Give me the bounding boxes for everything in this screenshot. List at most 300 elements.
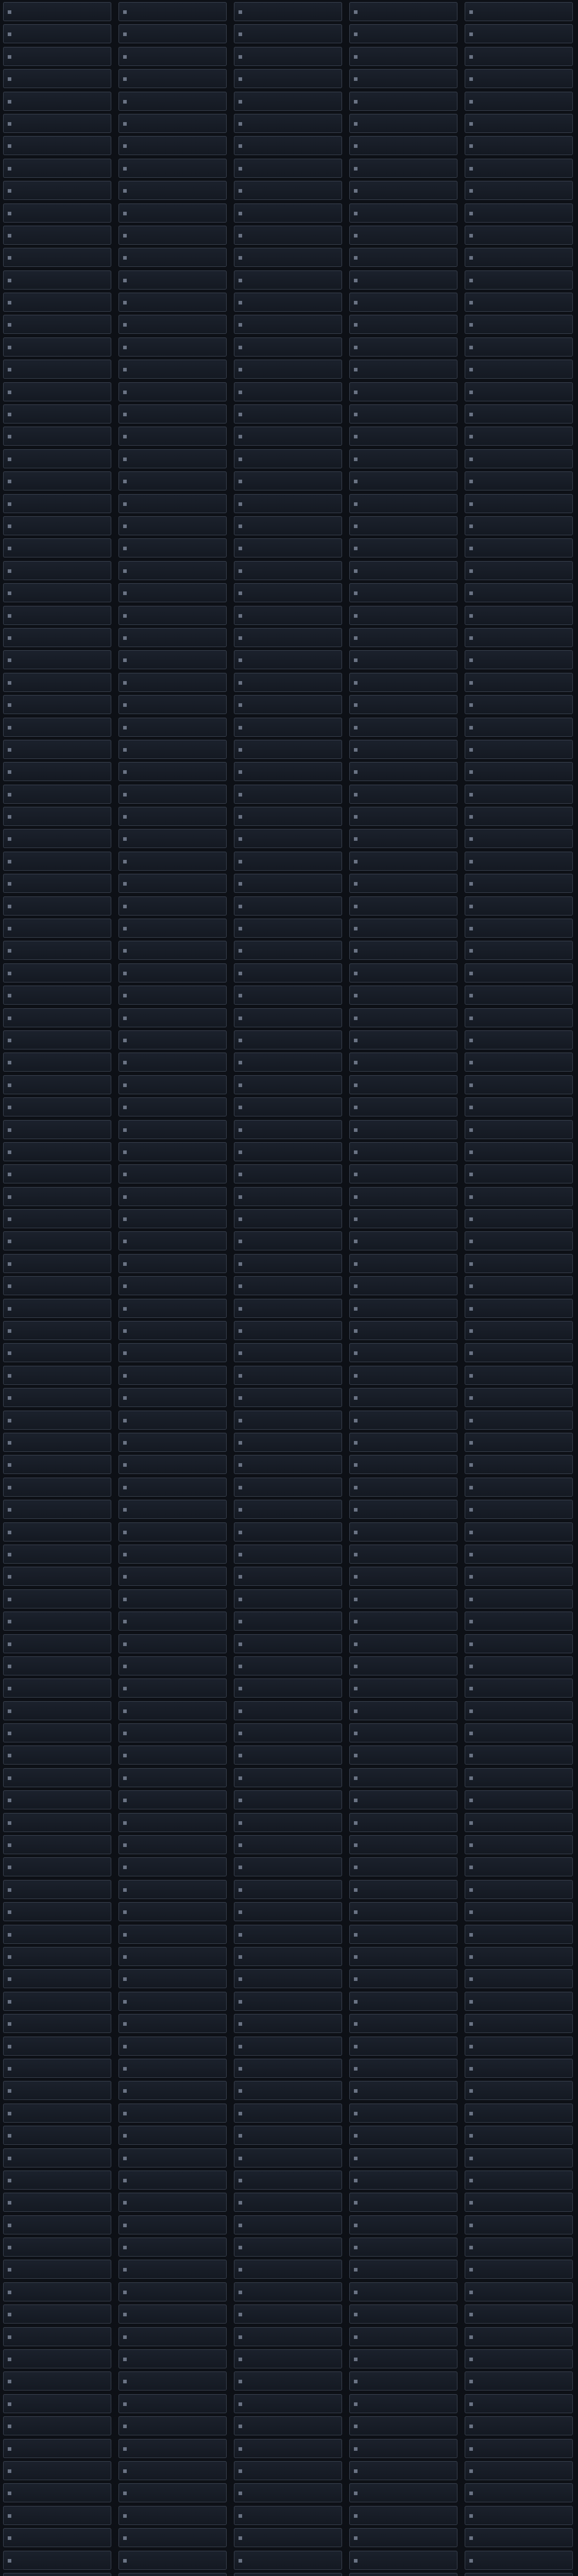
grid-cell[interactable] xyxy=(118,561,227,580)
grid-cell[interactable] xyxy=(3,471,111,490)
grid-cell[interactable] xyxy=(118,427,227,446)
grid-cell[interactable] xyxy=(118,1455,227,1474)
grid-cell[interactable] xyxy=(3,47,111,66)
grid-cell[interactable] xyxy=(118,204,227,223)
grid-cell[interactable] xyxy=(118,2081,227,2100)
grid-cell[interactable] xyxy=(234,2081,342,2100)
grid-cell[interactable] xyxy=(3,1321,111,1340)
grid-cell[interactable] xyxy=(349,1969,457,1988)
grid-cell[interactable] xyxy=(3,2573,111,2576)
grid-cell[interactable] xyxy=(234,382,342,401)
grid-cell[interactable] xyxy=(234,1835,342,1854)
grid-cell[interactable] xyxy=(349,1008,457,1027)
grid-cell[interactable] xyxy=(349,1567,457,1586)
grid-cell[interactable] xyxy=(349,136,457,155)
grid-cell[interactable] xyxy=(465,114,573,133)
grid-cell[interactable] xyxy=(118,538,227,557)
grid-cell[interactable] xyxy=(349,2282,457,2301)
grid-cell[interactable] xyxy=(349,1478,457,1497)
grid-cell[interactable] xyxy=(349,1612,457,1631)
grid-cell[interactable] xyxy=(118,2260,227,2279)
grid-cell[interactable] xyxy=(234,2304,342,2324)
grid-cell[interactable] xyxy=(234,471,342,490)
grid-cell[interactable] xyxy=(3,1276,111,1295)
grid-cell[interactable] xyxy=(234,494,342,513)
grid-cell[interactable] xyxy=(465,1567,573,1586)
grid-cell[interactable] xyxy=(465,673,573,692)
grid-cell[interactable] xyxy=(234,673,342,692)
grid-cell[interactable] xyxy=(349,2171,457,2190)
grid-cell[interactable] xyxy=(234,2193,342,2212)
grid-cell[interactable] xyxy=(234,181,342,200)
grid-cell[interactable] xyxy=(465,1411,573,1430)
grid-cell[interactable] xyxy=(234,1164,342,1183)
grid-cell[interactable] xyxy=(118,1254,227,1273)
grid-cell[interactable] xyxy=(465,248,573,267)
grid-cell[interactable] xyxy=(3,136,111,155)
grid-cell[interactable] xyxy=(118,1925,227,1944)
grid-cell[interactable] xyxy=(3,1969,111,1988)
grid-cell[interactable] xyxy=(349,1902,457,1921)
grid-cell[interactable] xyxy=(3,2014,111,2033)
grid-cell[interactable] xyxy=(465,583,573,602)
grid-cell[interactable] xyxy=(3,807,111,826)
grid-cell[interactable] xyxy=(349,2349,457,2368)
grid-cell[interactable] xyxy=(3,2371,111,2391)
grid-cell[interactable] xyxy=(465,2551,573,2570)
grid-cell[interactable] xyxy=(349,226,457,245)
grid-cell[interactable] xyxy=(3,1567,111,1586)
grid-cell[interactable] xyxy=(465,92,573,111)
grid-cell[interactable] xyxy=(465,1880,573,1899)
grid-cell[interactable] xyxy=(234,1790,342,1809)
grid-cell[interactable] xyxy=(118,2573,227,2576)
grid-cell[interactable] xyxy=(234,1880,342,1899)
grid-cell[interactable] xyxy=(465,1053,573,1072)
grid-cell[interactable] xyxy=(465,2014,573,2033)
grid-cell[interactable] xyxy=(234,114,342,133)
grid-cell[interactable] xyxy=(3,1231,111,1250)
grid-cell[interactable] xyxy=(234,1723,342,1742)
grid-cell[interactable] xyxy=(118,270,227,290)
grid-cell[interactable] xyxy=(234,785,342,804)
grid-cell[interactable] xyxy=(349,1388,457,1407)
grid-cell[interactable] xyxy=(3,159,111,178)
grid-cell[interactable] xyxy=(118,382,227,401)
grid-cell[interactable] xyxy=(3,2439,111,2458)
grid-cell[interactable] xyxy=(3,1053,111,1072)
grid-cell[interactable] xyxy=(465,136,573,155)
grid-cell[interactable] xyxy=(349,852,457,871)
grid-cell[interactable] xyxy=(349,1120,457,1139)
grid-cell[interactable] xyxy=(465,1589,573,1608)
grid-cell[interactable] xyxy=(234,2126,342,2145)
grid-cell[interactable] xyxy=(349,114,457,133)
grid-cell[interactable] xyxy=(234,2260,342,2279)
grid-cell[interactable] xyxy=(349,2528,457,2547)
grid-cell[interactable] xyxy=(3,2349,111,2368)
grid-cell[interactable] xyxy=(234,449,342,468)
grid-cell[interactable] xyxy=(234,2104,342,2123)
grid-cell[interactable] xyxy=(465,1299,573,1318)
grid-cell[interactable] xyxy=(3,1164,111,1183)
grid-cell[interactable] xyxy=(465,1187,573,1206)
grid-cell[interactable] xyxy=(234,852,342,871)
grid-cell[interactable] xyxy=(3,606,111,625)
grid-cell[interactable] xyxy=(349,2416,457,2435)
grid-cell[interactable] xyxy=(118,583,227,602)
grid-cell[interactable] xyxy=(465,471,573,490)
grid-cell[interactable] xyxy=(349,337,457,357)
grid-cell[interactable] xyxy=(349,449,457,468)
grid-cell[interactable] xyxy=(349,1164,457,1183)
grid-cell[interactable] xyxy=(234,1411,342,1430)
grid-cell[interactable] xyxy=(349,2573,457,2576)
grid-cell[interactable] xyxy=(3,919,111,938)
grid-cell[interactable] xyxy=(465,785,573,804)
grid-cell[interactable] xyxy=(465,1164,573,1183)
grid-cell[interactable] xyxy=(118,1388,227,1407)
grid-cell[interactable] xyxy=(465,226,573,245)
grid-cell[interactable] xyxy=(234,2416,342,2435)
grid-cell[interactable] xyxy=(234,1813,342,1832)
grid-cell[interactable] xyxy=(118,896,227,916)
grid-cell[interactable] xyxy=(465,293,573,312)
grid-cell[interactable] xyxy=(118,1589,227,1608)
grid-cell[interactable] xyxy=(118,2171,227,2190)
grid-cell[interactable] xyxy=(465,47,573,66)
grid-cell[interactable] xyxy=(118,92,227,111)
grid-cell[interactable] xyxy=(234,2037,342,2056)
grid-cell[interactable] xyxy=(234,2573,342,2576)
grid-cell[interactable] xyxy=(118,337,227,357)
grid-cell[interactable] xyxy=(465,1276,573,1295)
grid-cell[interactable] xyxy=(465,2304,573,2324)
grid-cell[interactable] xyxy=(118,695,227,714)
grid-cell[interactable] xyxy=(118,1634,227,1653)
grid-cell[interactable] xyxy=(3,1478,111,1497)
grid-cell[interactable] xyxy=(3,2081,111,2100)
grid-cell[interactable] xyxy=(349,1030,457,1049)
grid-cell[interactable] xyxy=(234,427,342,446)
grid-cell[interactable] xyxy=(349,2238,457,2257)
grid-cell[interactable] xyxy=(465,1433,573,1452)
grid-cell[interactable] xyxy=(349,695,457,714)
grid-cell[interactable] xyxy=(118,2371,227,2391)
grid-cell[interactable] xyxy=(3,404,111,423)
grid-cell[interactable] xyxy=(349,2506,457,2525)
grid-cell[interactable] xyxy=(465,337,573,357)
grid-cell[interactable] xyxy=(118,1231,227,1250)
grid-cell[interactable] xyxy=(234,1231,342,1250)
grid-cell[interactable] xyxy=(234,136,342,155)
grid-cell[interactable] xyxy=(118,24,227,43)
grid-cell[interactable] xyxy=(118,293,227,312)
grid-cell[interactable] xyxy=(3,2215,111,2234)
grid-cell[interactable] xyxy=(118,762,227,781)
grid-cell[interactable] xyxy=(3,315,111,334)
grid-cell[interactable] xyxy=(465,896,573,916)
grid-cell[interactable] xyxy=(349,941,457,960)
grid-cell[interactable] xyxy=(3,740,111,759)
grid-cell[interactable] xyxy=(118,606,227,625)
grid-cell[interactable] xyxy=(465,516,573,535)
grid-cell[interactable] xyxy=(234,1276,342,1295)
grid-cell[interactable] xyxy=(234,1656,342,1675)
grid-cell[interactable] xyxy=(3,1880,111,1899)
grid-cell[interactable] xyxy=(118,1790,227,1809)
grid-cell[interactable] xyxy=(118,248,227,267)
grid-cell[interactable] xyxy=(234,1679,342,1698)
grid-cell[interactable] xyxy=(118,2193,227,2212)
grid-cell[interactable] xyxy=(118,807,227,826)
grid-cell[interactable] xyxy=(118,159,227,178)
grid-cell[interactable] xyxy=(234,695,342,714)
grid-cell[interactable] xyxy=(3,896,111,916)
grid-cell[interactable] xyxy=(3,1299,111,1318)
grid-cell[interactable] xyxy=(465,1500,573,1519)
grid-cell[interactable] xyxy=(3,1857,111,1876)
grid-cell[interactable] xyxy=(118,516,227,535)
grid-cell[interactable] xyxy=(349,2104,457,2123)
grid-cell[interactable] xyxy=(3,1745,111,1765)
grid-cell[interactable] xyxy=(118,919,227,938)
grid-cell[interactable] xyxy=(349,2037,457,2056)
grid-cell[interactable] xyxy=(349,494,457,513)
grid-cell[interactable] xyxy=(118,2059,227,2078)
grid-cell[interactable] xyxy=(3,1925,111,1944)
grid-cell[interactable] xyxy=(349,1254,457,1273)
grid-cell[interactable] xyxy=(118,2037,227,2056)
grid-cell[interactable] xyxy=(349,159,457,178)
grid-cell[interactable] xyxy=(3,1612,111,1631)
grid-cell[interactable] xyxy=(465,1679,573,1698)
grid-cell[interactable] xyxy=(349,2193,457,2212)
grid-cell[interactable] xyxy=(3,852,111,871)
grid-cell[interactable] xyxy=(234,1142,342,1161)
grid-cell[interactable] xyxy=(118,69,227,88)
grid-cell[interactable] xyxy=(118,2349,227,2368)
grid-cell[interactable] xyxy=(3,1679,111,1698)
grid-cell[interactable] xyxy=(118,1053,227,1072)
grid-cell[interactable] xyxy=(118,1813,227,1832)
grid-cell[interactable] xyxy=(118,2238,227,2257)
grid-cell[interactable] xyxy=(234,2215,342,2234)
grid-cell[interactable] xyxy=(234,1902,342,1921)
grid-cell[interactable] xyxy=(3,1455,111,1474)
grid-cell[interactable] xyxy=(234,2394,342,2413)
grid-cell[interactable] xyxy=(465,1723,573,1742)
grid-cell[interactable] xyxy=(3,226,111,245)
grid-cell[interactable] xyxy=(349,1455,457,1474)
grid-cell[interactable] xyxy=(465,1097,573,1116)
grid-cell[interactable] xyxy=(118,1321,227,1340)
grid-cell[interactable] xyxy=(234,1612,342,1631)
grid-cell[interactable] xyxy=(465,270,573,290)
grid-cell[interactable] xyxy=(3,1254,111,1273)
grid-cell[interactable] xyxy=(234,1187,342,1206)
grid-cell[interactable] xyxy=(349,404,457,423)
grid-cell[interactable] xyxy=(118,2327,227,2346)
grid-cell[interactable] xyxy=(465,1388,573,1407)
grid-cell[interactable] xyxy=(118,2506,227,2525)
grid-cell[interactable] xyxy=(3,1008,111,1027)
grid-cell[interactable] xyxy=(349,1075,457,1094)
grid-cell[interactable] xyxy=(349,2059,457,2078)
grid-cell[interactable] xyxy=(234,1589,342,1608)
grid-cell[interactable] xyxy=(118,2551,227,2570)
grid-cell[interactable] xyxy=(118,2461,227,2480)
grid-cell[interactable] xyxy=(234,2327,342,2346)
grid-cell[interactable] xyxy=(465,718,573,737)
grid-cell[interactable] xyxy=(465,1790,573,1809)
grid-cell[interactable] xyxy=(3,92,111,111)
grid-cell[interactable] xyxy=(349,1589,457,1608)
grid-cell[interactable] xyxy=(349,561,457,580)
grid-cell[interactable] xyxy=(3,1813,111,1832)
grid-cell[interactable] xyxy=(234,1097,342,1116)
grid-cell[interactable] xyxy=(3,2528,111,2547)
grid-cell[interactable] xyxy=(234,2238,342,2257)
grid-cell[interactable] xyxy=(3,427,111,446)
grid-cell[interactable] xyxy=(465,762,573,781)
grid-cell[interactable] xyxy=(3,2,111,21)
grid-cell[interactable] xyxy=(3,293,111,312)
grid-cell[interactable] xyxy=(234,1522,342,1541)
grid-cell[interactable] xyxy=(118,471,227,490)
grid-cell[interactable] xyxy=(465,2104,573,2123)
grid-cell[interactable] xyxy=(118,1947,227,1966)
grid-cell[interactable] xyxy=(118,628,227,647)
grid-cell[interactable] xyxy=(349,315,457,334)
grid-cell[interactable] xyxy=(234,1209,342,1228)
grid-cell[interactable] xyxy=(118,114,227,133)
grid-cell[interactable] xyxy=(349,1992,457,2011)
grid-cell[interactable] xyxy=(3,1187,111,1206)
grid-cell[interactable] xyxy=(465,1768,573,1787)
grid-cell[interactable] xyxy=(118,1902,227,1921)
grid-cell[interactable] xyxy=(118,2282,227,2301)
grid-cell[interactable] xyxy=(3,2238,111,2257)
grid-cell[interactable] xyxy=(234,2483,342,2502)
grid-cell[interactable] xyxy=(465,2238,573,2257)
grid-cell[interactable] xyxy=(118,2416,227,2435)
grid-cell[interactable] xyxy=(234,270,342,290)
grid-cell[interactable] xyxy=(234,807,342,826)
grid-cell[interactable] xyxy=(234,2148,342,2167)
grid-cell[interactable] xyxy=(3,650,111,669)
grid-cell[interactable] xyxy=(118,1857,227,1876)
grid-cell[interactable] xyxy=(349,1857,457,1876)
grid-cell[interactable] xyxy=(118,829,227,848)
grid-cell[interactable] xyxy=(3,2394,111,2413)
grid-cell[interactable] xyxy=(234,1120,342,1139)
grid-cell[interactable] xyxy=(465,2573,573,2576)
grid-cell[interactable] xyxy=(118,2014,227,2033)
grid-cell[interactable] xyxy=(234,360,342,379)
grid-cell[interactable] xyxy=(3,24,111,43)
grid-cell[interactable] xyxy=(118,1366,227,1385)
grid-cell[interactable] xyxy=(3,2193,111,2212)
grid-cell[interactable] xyxy=(349,963,457,982)
grid-cell[interactable] xyxy=(234,874,342,893)
grid-cell[interactable] xyxy=(118,226,227,245)
grid-cell[interactable] xyxy=(3,695,111,714)
grid-cell[interactable] xyxy=(234,1254,342,1273)
grid-cell[interactable] xyxy=(118,1880,227,1899)
grid-cell[interactable] xyxy=(118,1075,227,1094)
grid-cell[interactable] xyxy=(234,896,342,916)
grid-cell[interactable] xyxy=(118,986,227,1005)
grid-cell[interactable] xyxy=(118,1411,227,1430)
grid-cell[interactable] xyxy=(118,1768,227,1787)
grid-cell[interactable] xyxy=(465,2349,573,2368)
grid-cell[interactable] xyxy=(118,1299,227,1318)
grid-cell[interactable] xyxy=(234,1745,342,1765)
grid-cell[interactable] xyxy=(118,740,227,759)
grid-cell[interactable] xyxy=(118,1097,227,1116)
grid-cell[interactable] xyxy=(118,2304,227,2324)
grid-cell[interactable] xyxy=(3,2483,111,2502)
grid-cell[interactable] xyxy=(234,1455,342,1474)
grid-cell[interactable] xyxy=(349,1299,457,1318)
grid-cell[interactable] xyxy=(118,2394,227,2413)
grid-cell[interactable] xyxy=(118,2483,227,2502)
grid-cell[interactable] xyxy=(234,986,342,1005)
grid-cell[interactable] xyxy=(234,1030,342,1049)
grid-cell[interactable] xyxy=(234,1634,342,1653)
grid-cell[interactable] xyxy=(234,1343,342,1362)
grid-cell[interactable] xyxy=(465,1545,573,1564)
grid-cell[interactable] xyxy=(234,1053,342,1072)
grid-cell[interactable] xyxy=(349,1053,457,1072)
grid-cell[interactable] xyxy=(234,2371,342,2391)
grid-cell[interactable] xyxy=(3,360,111,379)
grid-cell[interactable] xyxy=(349,1500,457,1519)
grid-cell[interactable] xyxy=(465,2171,573,2190)
grid-cell[interactable] xyxy=(118,1276,227,1295)
grid-cell[interactable] xyxy=(465,2416,573,2435)
grid-cell[interactable] xyxy=(465,1925,573,1944)
grid-cell[interactable] xyxy=(118,2104,227,2123)
grid-cell[interactable] xyxy=(3,382,111,401)
grid-cell[interactable] xyxy=(234,740,342,759)
grid-cell[interactable] xyxy=(349,293,457,312)
grid-cell[interactable] xyxy=(349,1634,457,1653)
grid-cell[interactable] xyxy=(349,1097,457,1116)
grid-cell[interactable] xyxy=(349,1880,457,1899)
grid-cell[interactable] xyxy=(234,1388,342,1407)
grid-cell[interactable] xyxy=(118,449,227,468)
grid-cell[interactable] xyxy=(3,1030,111,1049)
grid-cell[interactable] xyxy=(349,1433,457,1452)
grid-cell[interactable] xyxy=(349,718,457,737)
grid-cell[interactable] xyxy=(118,1478,227,1497)
grid-cell[interactable] xyxy=(465,829,573,848)
grid-cell[interactable] xyxy=(349,1209,457,1228)
grid-cell[interactable] xyxy=(3,494,111,513)
grid-cell[interactable] xyxy=(465,963,573,982)
grid-cell[interactable] xyxy=(3,2059,111,2078)
grid-cell[interactable] xyxy=(3,785,111,804)
grid-cell[interactable] xyxy=(349,181,457,200)
grid-cell[interactable] xyxy=(234,1075,342,1094)
grid-cell[interactable] xyxy=(465,695,573,714)
grid-cell[interactable] xyxy=(349,1321,457,1340)
grid-cell[interactable] xyxy=(465,2260,573,2279)
grid-cell[interactable] xyxy=(234,1008,342,1027)
grid-cell[interactable] xyxy=(3,561,111,580)
